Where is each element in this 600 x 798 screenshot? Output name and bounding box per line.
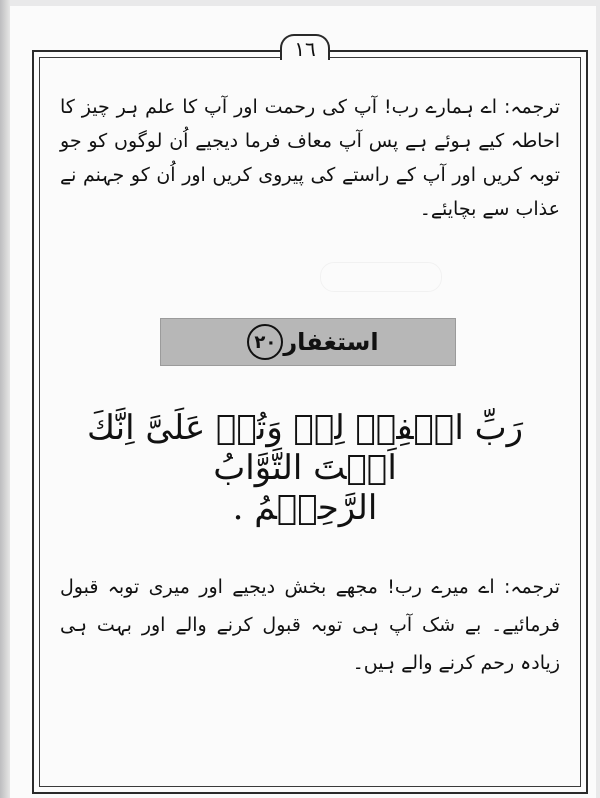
translation-paragraph-2: ترجمہ: اے میرے رب! مجھے بخش دیجیے اور میری توبہ قبول فرمائیے۔ بے شک آپ ہی توبہ قبول کرنے والے اور بہت ہی زیادہ رحم کرنے والے ہیں۔ xyxy=(60,576,560,674)
dua-line-2: الرَّحِیۡمُ . xyxy=(232,488,378,528)
page-number: ١٦ xyxy=(280,34,330,60)
section-title: استغفار xyxy=(283,328,379,356)
book-gutter-shadow xyxy=(0,0,10,798)
section-number-badge: ٢٠ xyxy=(247,324,283,360)
translation-paragraph-1: ترجمہ: اے ہمارے رب! آپ کی رحمت اور آپ کا علم ہر چیز کا احاطہ کیے ہوئے ہے پس آپ معاف فرما دیجیے اُن لوگوں کو جو توبہ کریں اور آپ کے راستے کی پیروی کریں اور اُن کو جہنم نے عذاب سے بچایئے۔ xyxy=(60,96,560,220)
dua-line-1: رَبِّ اغۡفِرۡ لِیۡ وَتُبۡ عَلَیَّ اِنَّكَ اَنۡتَ التَّوَّابُ xyxy=(86,408,524,488)
section-heading xyxy=(160,318,456,366)
